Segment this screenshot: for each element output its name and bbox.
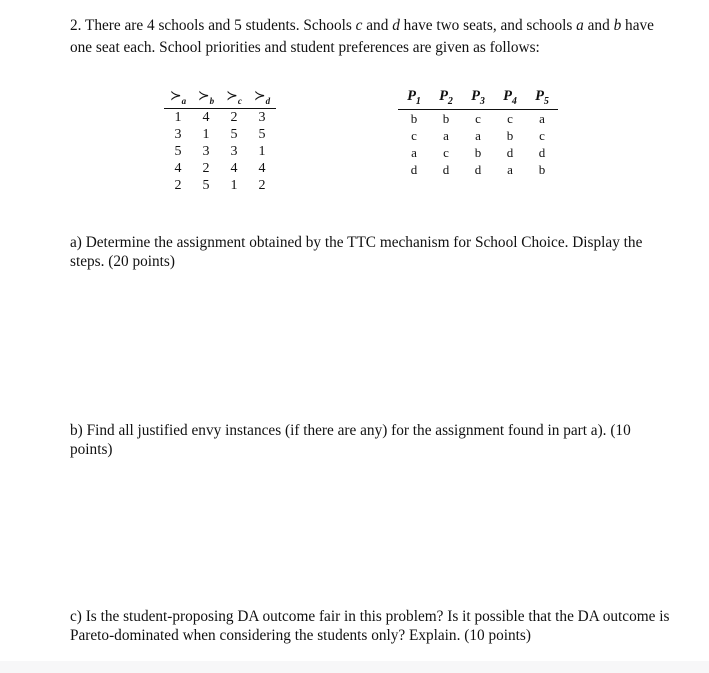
table-cell: d — [442, 161, 450, 177]
question-c: c) Is the student-proposing DA outcome fair in this problem? Is it possible that the DA outcome is Pareto-dominated when considering the students only? Explain. (10 points) — [70, 608, 670, 644]
priority-header-c: $≻_c$ — [220, 88, 248, 108]
table-cell: c — [475, 110, 481, 126]
pref-header-p1: $P_1$ — [398, 88, 430, 109]
table-cell: a — [475, 127, 481, 143]
table-row — [398, 161, 558, 178]
page-bottom-band — [0, 661, 709, 673]
table-cell: 2 — [174, 177, 182, 193]
table-cell: b — [474, 144, 482, 160]
table-cell: b — [410, 110, 418, 126]
pref-header-p3: $P_3$ — [462, 88, 494, 109]
table-cell: d — [538, 144, 546, 160]
table-cell: 5 — [230, 126, 238, 142]
priority-header-d: $≻_d$ — [248, 88, 276, 108]
table-cell: 1 — [230, 177, 238, 193]
table-row — [164, 126, 276, 143]
table-cell: 1 — [174, 109, 182, 125]
table-cell: 5 — [202, 177, 210, 193]
table-cell: 4 — [258, 160, 266, 176]
table-cell: d — [506, 144, 514, 160]
problem-statement — [70, 15, 670, 59]
table-cell: 3 — [258, 109, 266, 125]
intro-text: and — [362, 17, 393, 34]
priorities-header-row — [164, 88, 276, 108]
school-c-symbol: c — [355, 17, 363, 34]
school-priorities-table — [164, 88, 276, 194]
priority-header-b: $≻_b$ — [192, 88, 220, 108]
table-row — [164, 143, 276, 160]
table-cell: 2 — [258, 177, 266, 193]
table-cell: c — [539, 127, 545, 143]
table-cell: a — [507, 161, 513, 177]
table-row — [164, 177, 276, 194]
table-cell: c — [411, 127, 417, 143]
table-cell: 3 — [230, 143, 238, 159]
table-cell: 2 — [202, 160, 210, 176]
table-row — [398, 109, 558, 127]
table-cell: b — [538, 161, 546, 177]
table-cell: d — [474, 161, 482, 177]
table-cell: 2 — [230, 109, 238, 125]
question-a: a) Determine the assignment obtained by the TTC mechanism for School Choice. Display the steps. (20 points) — [70, 234, 643, 270]
table-row — [398, 127, 558, 144]
table-cell: a — [443, 127, 449, 143]
table-row — [398, 144, 558, 161]
intro-text: and — [583, 17, 614, 34]
table-cell: c — [443, 144, 449, 160]
school-d-symbol: d — [392, 17, 400, 34]
pref-header-p5: $P_5$ — [526, 88, 558, 109]
intro-text: have one seat each. School priorities and student preferences are given as follows: — [70, 17, 654, 56]
table-cell: b — [506, 127, 514, 143]
pref-header-p2: $P_2$ — [430, 88, 462, 109]
table-cell: 4 — [202, 109, 210, 125]
intro-text: 2. There are 4 schools and 5 students. Schools — [70, 17, 356, 34]
pref-header-p4: $P_4$ — [494, 88, 526, 109]
table-cell: b — [442, 110, 450, 126]
student-preferences-table — [398, 88, 558, 178]
table-cell: d — [410, 161, 418, 177]
table-cell: 4 — [174, 160, 182, 176]
preferences-header-row — [398, 88, 558, 109]
school-b-symbol: b — [613, 17, 622, 34]
table-cell: 5 — [258, 126, 266, 142]
table-cell: 1 — [258, 143, 266, 159]
table-cell: 3 — [202, 143, 210, 159]
intro-text: have two seats, and schools — [399, 17, 577, 34]
table-cell: a — [539, 110, 545, 126]
school-a-symbol: a — [576, 17, 584, 34]
table-cell: a — [411, 144, 417, 160]
table-cell: 1 — [202, 126, 210, 142]
table-cell: c — [507, 110, 513, 126]
table-cell: 4 — [230, 160, 238, 176]
table-row — [164, 160, 276, 177]
table-cell: 5 — [174, 143, 182, 159]
table-cell: 3 — [174, 126, 182, 142]
question-b: b) Find all justified envy instances (if there are any) for the assignment found in part a). (10 points) — [70, 422, 631, 458]
priority-header-a: $≻_a$ — [164, 88, 192, 108]
table-row — [164, 108, 276, 126]
